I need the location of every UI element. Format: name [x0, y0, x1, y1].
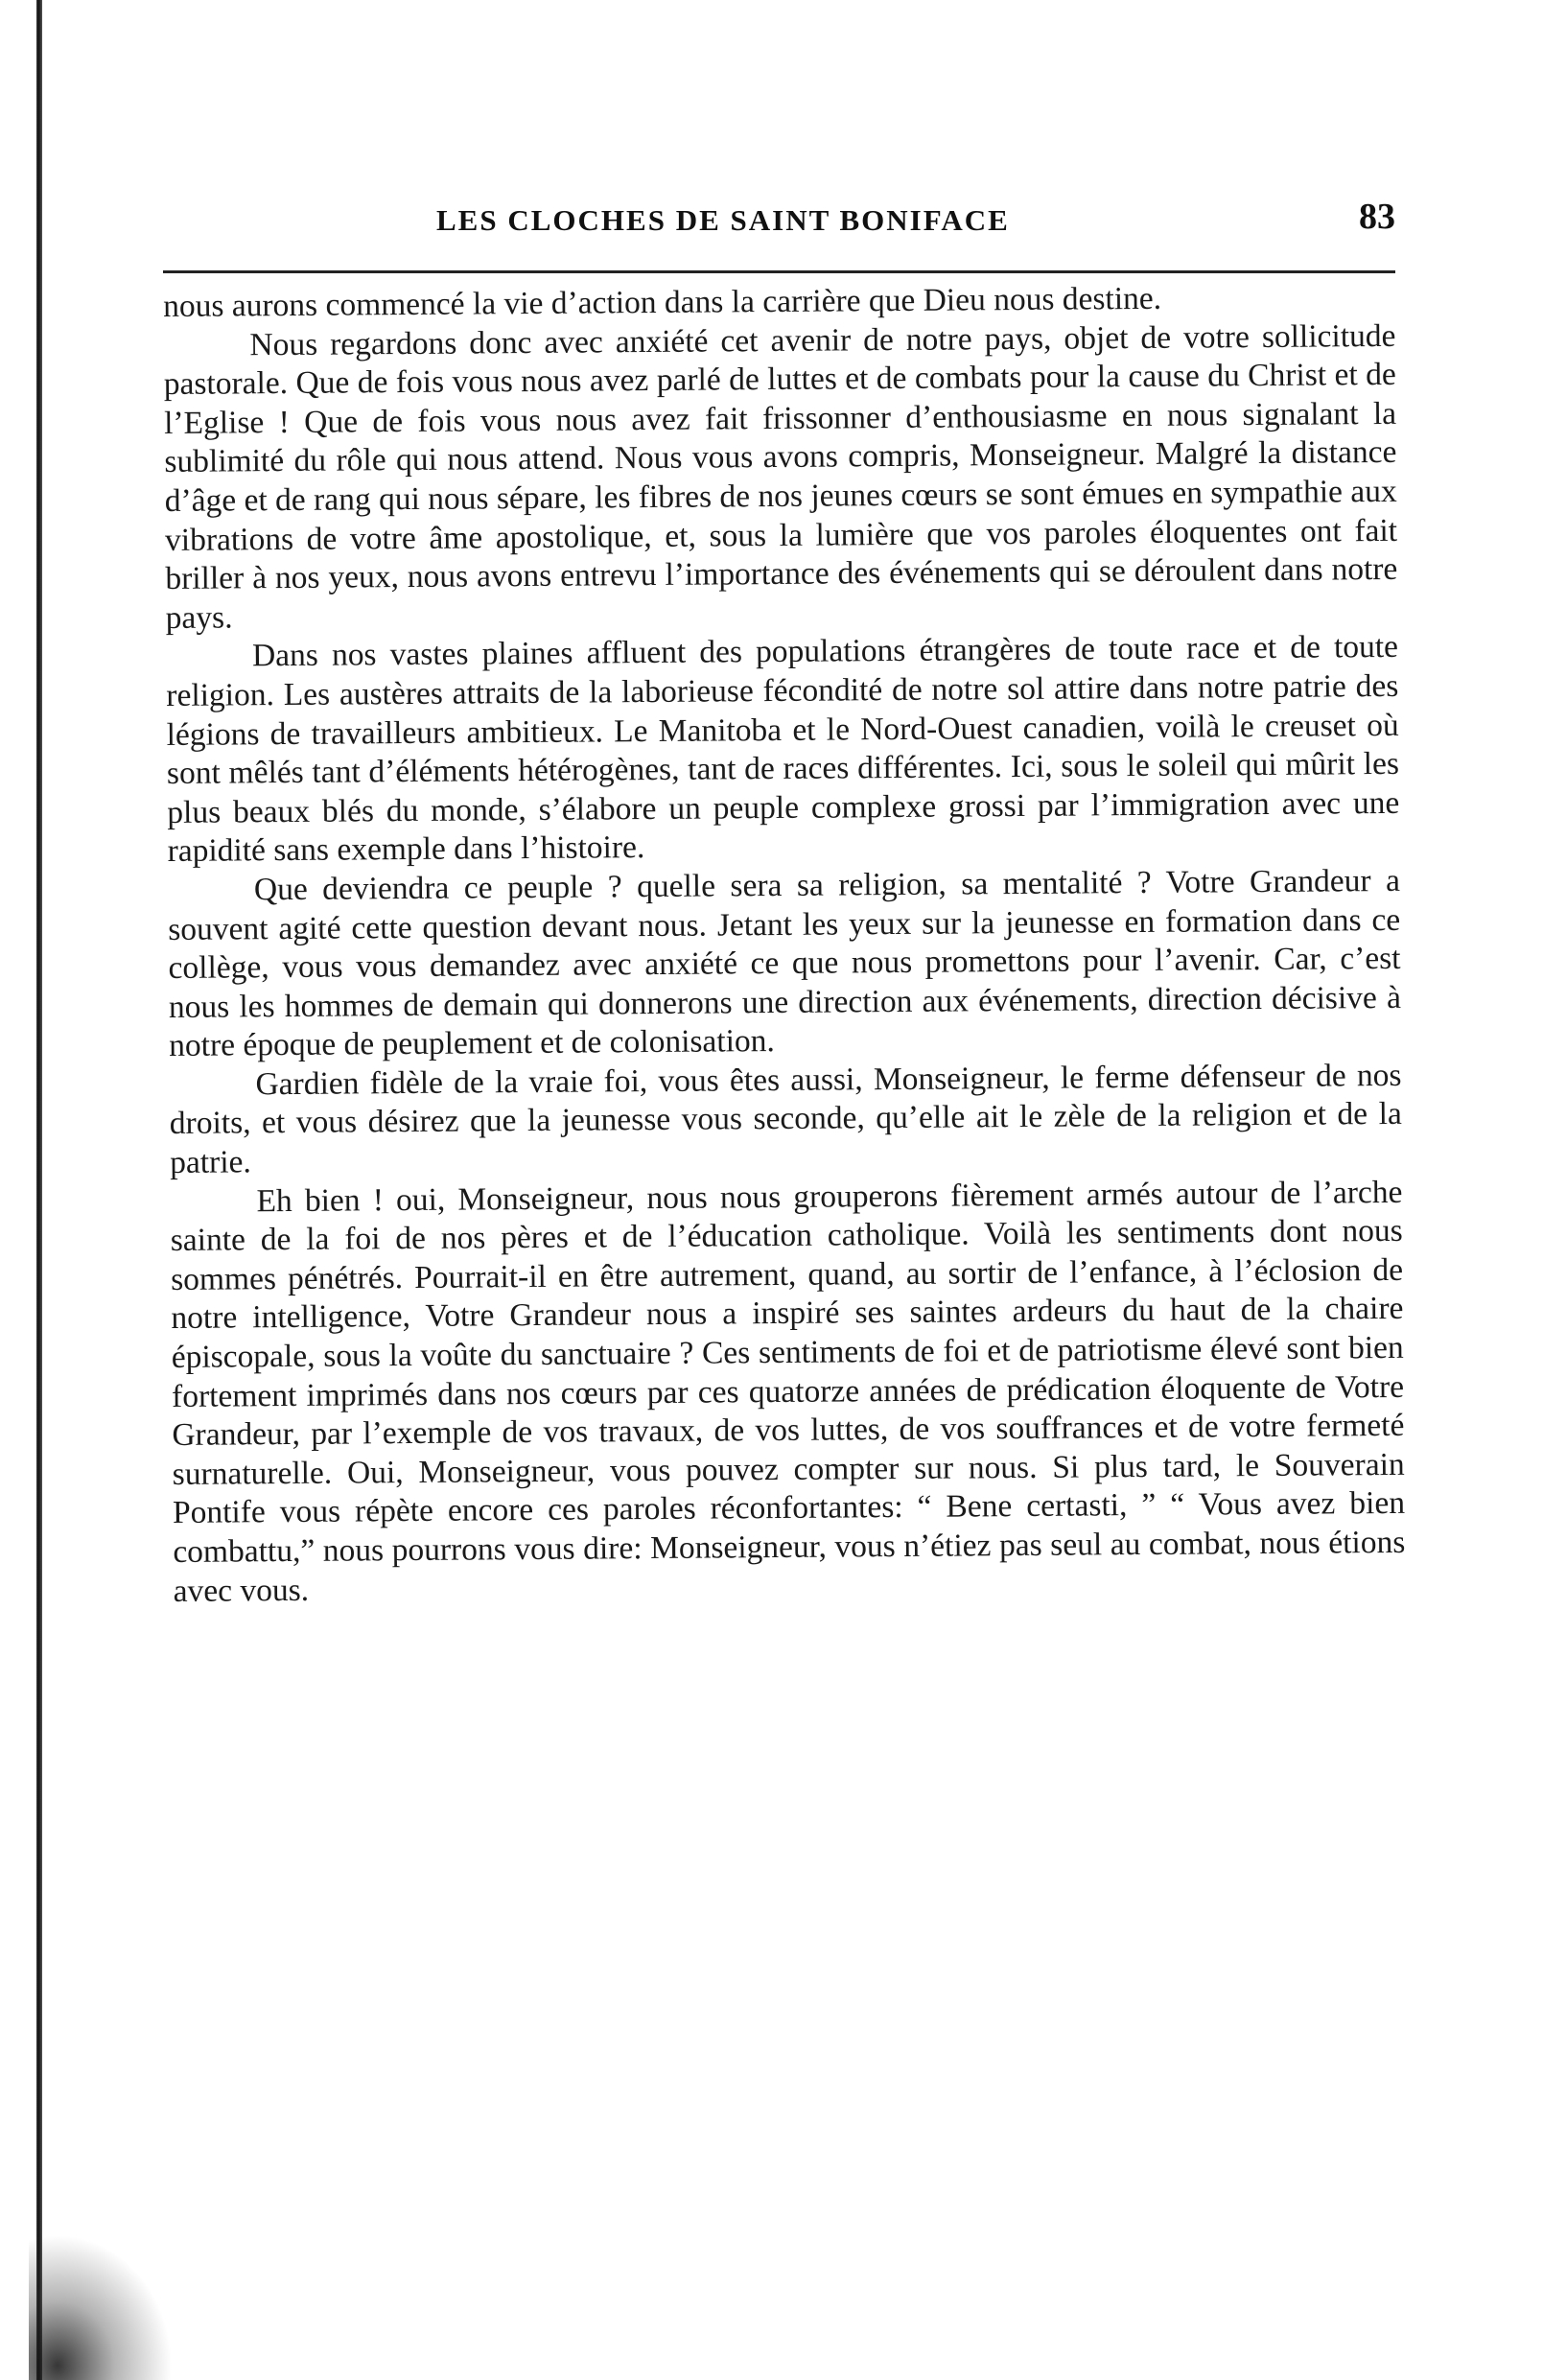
- binding-shadow: [29, 2234, 173, 2380]
- paragraph: Eh bien ! oui, Monseigneur, nous nous grouperons fièrement armés autour de l’arche sainte de la foi de nos pères et de l’éducation catholique. Voilà les sentiments dont nous sommes pénétrés. Pourrait-il en être autrement, quand, au sortir de l’enfance, à l’éclosion de notre intelligence, Votre Grandeur nous a inspiré ses saintes ardeurs du haut de la chaire épiscopale, sous la voûte du sanctuaire ? Ces sentiments de foi et de patriotisme élevé sont bien fortement imprimés dans nos cœurs par ces quatorze années de prédication éloquente de Votre Grandeur, par l’exemple de vos travaux, de vos luttes, de vos souffrances et de votre fermeté surnaturelle. Oui, Monseigneur, vous pouvez compter sur nous. Si plus tard, le Souverain Pontife vous répète encore ces paroles réconfortantes: “ Bene certasti, ” “ Vous avez bien combattu,” nous pourrons vous dire: Monseigneur, vous n’étiez pas seul au combat, nous étions avec vous.: [170, 1174, 1406, 1609]
- paragraph: Gardien fidèle de la vraie foi, vous êtes aussi, Monseigneur, le ferme défenseur de nos droits, et vous désirez que la jeunesse vous seconde, qu’elle ait le zèle de la religion et de la patrie.: [169, 1057, 1402, 1181]
- header-rule: [163, 270, 1395, 273]
- binding-edge: [36, 0, 42, 2380]
- body-text: [163, 278, 1406, 1611]
- page-number: 83: [1359, 197, 1395, 237]
- paragraph: Nous regardons donc avec anxiété cet avenir de notre pays, objet de votre sollicitude pastorale. Que de fois vous nous avez parlé de luttes et de combats pour la cause du Christ et de l’Eglise ! Que de fois vous nous avez fait frissonner d’enthousiasme en nous signalant la sublimité du rôle qui nous attend. Nous vous avons compris, Monseigneur. Malgré la distance d’âge et de rang qui nous sépare, les fibres de nos jeunes cœurs se sont émues en sympathie aux vibrations de votre âme apostolique, et, sous la lumière que vos paroles éloquentes ont fait briller à nos yeux, nous avons entrevu l’importance des événements qui se déroulent dans notre pays.: [163, 317, 1398, 636]
- running-title: LES CLOCHES DE SAINT BONIFACE: [436, 203, 1010, 237]
- paragraph-continued: nous aurons commencé la vie d’action dans la carrière que Dieu nous destine.: [163, 280, 1162, 324]
- paragraph: Dans nos vastes plaines affluent des populations étrangères de toute race et de toute religion. Les austères attraits de la laborieuse fécondité de notre sol attire dans notre patrie des légions de travailleurs ambitieux. Le Manitoba et le Nord-Ouest canadien, voilà le creuset où sont mêlés tant d’éléments hétérogènes, tant de races différentes. Ici, sous le soleil qui mûrit les plus beaux blés du monde, s’élabore un peuple complexe grossi par l’immigration avec une rapidité sans exemple dans l’histoire.: [166, 629, 1400, 870]
- running-head: [163, 192, 1395, 249]
- paragraph: Que deviendra ce peuple ? quelle sera sa religion, sa mentalité ? Votre Grandeur a souvent agité cette question devant nous. Jetant les yeux sur la jeunesse en formation dans ce collège, vous vous demandez avec anxiété ce que nous promettons pour l’avenir. Car, c’est nous les hommes de demain qui donnerons une direction aux événements, direction décisive à notre époque de peuplement et de colonisation.: [168, 862, 1401, 1064]
